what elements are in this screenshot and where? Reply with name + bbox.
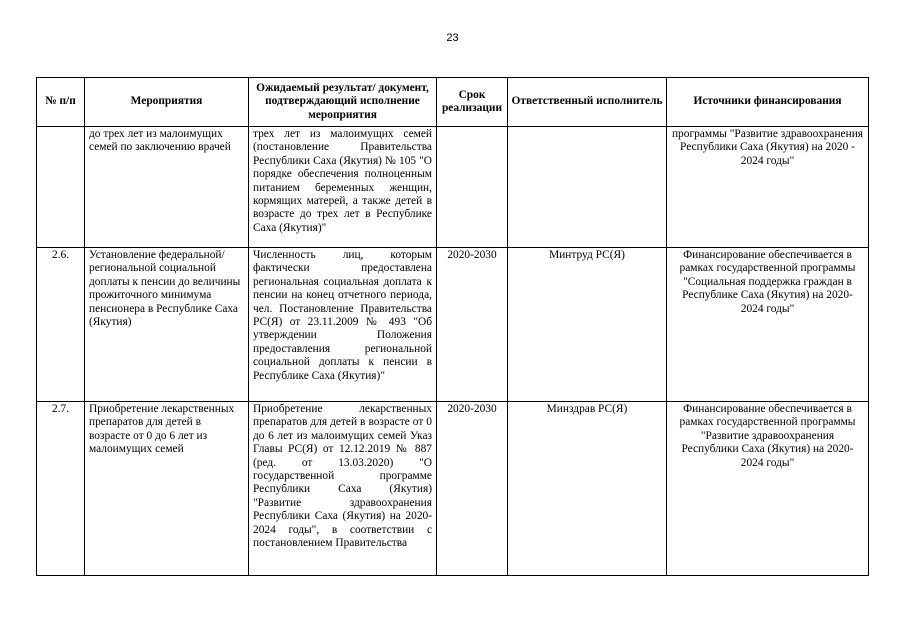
row-funding: Финансирование обеспечивается в рамках государственной программы "Социальная поддержка граждан в Республике Саха (Якутия) на 2020-2024 годы" — [667, 248, 869, 402]
row-number: 2.6. — [37, 248, 85, 402]
header-event: Мероприятия — [85, 78, 249, 127]
row-event: Установление федеральной/региональной социальной доплаты к пенсии до величины прожиточного минимума пенсионера в Республике Саха (Якутия) — [85, 248, 249, 402]
row-period — [437, 127, 508, 248]
header-period: Срок реализации — [437, 78, 508, 127]
row-executor — [508, 127, 667, 248]
row-executor: Минтруд РС(Я) — [508, 248, 667, 402]
header-num: № п/п — [37, 78, 85, 127]
row-number — [37, 127, 85, 248]
row-result: трех лет из малоимущих семей (постановление Правительства Республики Саха (Якутия) № 105 "О порядке обеспечения полноценным питанием беременных женщин, кормящих матерей, а также детей в возрасте до трех лет в Республике Саха (Якутия)" — [249, 127, 437, 248]
row-period: 2020-2030 — [437, 248, 508, 402]
header-funding: Источники финансирования — [667, 78, 869, 127]
row-funding: Финансирование обеспечивается в рамках государственной программы "Развитие здравоохранения Республики Саха (Якутия) на 2020-2024 годы" — [667, 402, 869, 576]
row-result: Приобретение лекарственных препаратов для детей в возрасте от 0 до 6 лет из малоимущих семей Указ Главы РС(Я) от 12.12.2019 № 887 (ред. от 13.03.2020) "О государственной программе Республики Саха (Якутия) "Развитие здравоохранения Республики Саха (Якутия) на 2020-2024 годы", в соответствии с постановлением Правительства — [249, 402, 437, 576]
row-period: 2020-2030 — [437, 402, 508, 576]
measures-table — [36, 77, 869, 576]
header-result: Ожидаемый результат/ документ, подтверждающий исполнение мероприятия — [249, 78, 437, 127]
table-row — [37, 127, 869, 248]
page-number: 23 — [446, 32, 459, 44]
row-result: Численность лиц, которым фактически предоставлена региональная социальная доплата к пенсии на конец отчетного периода, чел. Постановление Правительства РС(Я) от 23.11.2009 № 493 "Об утверждении Положения предоставления региональной социальной доплаты к пенсии в Республике Саха (Якутия)" — [249, 248, 437, 402]
row-event: до трех лет из малоимущих семей по заключению врачей — [85, 127, 249, 248]
row-funding: программы "Развитие здравоохранения Республики Саха (Якутия) на 2020 - 2024 годы" — [667, 127, 869, 248]
row-event: Приобретение лекарственных препаратов для детей в возрасте от 0 до 6 лет из малоимущих семей — [85, 402, 249, 576]
table-row — [37, 402, 869, 576]
table-row — [37, 248, 869, 402]
table-header-row — [37, 78, 869, 127]
header-executor: Ответственный исполнитель — [508, 78, 667, 127]
row-executor: Минздрав РС(Я) — [508, 402, 667, 576]
row-number: 2.7. — [37, 402, 85, 576]
